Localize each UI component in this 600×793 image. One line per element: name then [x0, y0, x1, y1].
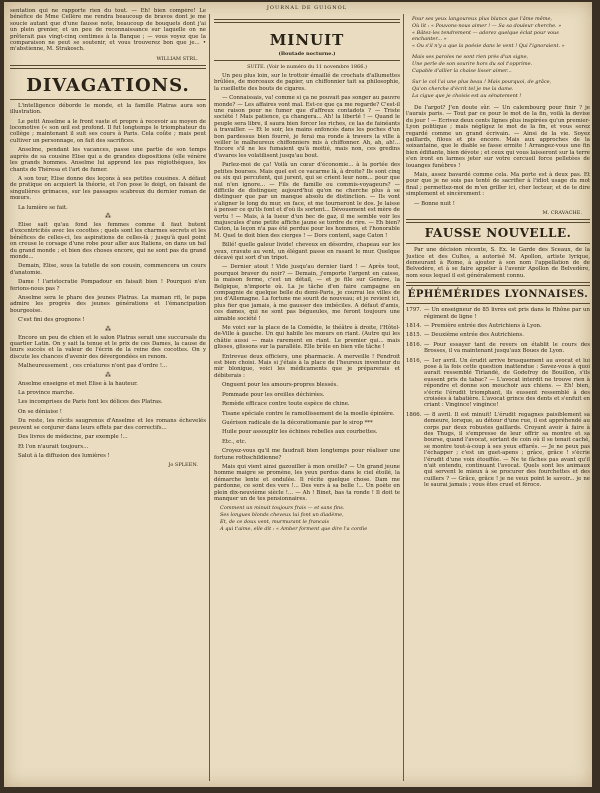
- column-2: [214, 16, 400, 533]
- paragraph: Encore un peu de chien et le salon Platras serait une succursale du quartier Latin. On y sait la tenue et le prix de ces Dames, la cause de leurs succès et la valeur de l'écrin de la reine des cocottes. On y discute les chances d'avenir des dévergondées en renom.: [10, 334, 206, 360]
- paragraph: Du reste, les récits saugrenus d'Anselme et les romans échevelés peuvent se conjurer dans leurs effets par des correctifs...: [10, 418, 206, 431]
- poem-line: « Ou s'il n'y a que la poésie dans le vent ! Qui l'ignoraient. »: [412, 43, 565, 49]
- paragraph: Mais, assez bavardé comme cela. Ma porte est à deux pas. Et pour que je ne sois pas tenté de sacrifier à l'idiot usage du mot final ; permettez-moi de m'en griller ici, cher lecteur, et de te dire simplement et sincèrement :: [406, 172, 590, 198]
- paragraph: Anselme sera le phare des jeunes Platras. La maman rit, le papa admire les progrès des jeunes générations et l'émancipation bourgeoise.: [10, 295, 206, 314]
- ephemeris-year: 1816.: [406, 341, 422, 348]
- poem-line: Ses longues blonds cheveux lui font un diadème,: [220, 512, 344, 519]
- divider: [214, 60, 400, 61]
- newspaper-page: [4, 2, 592, 787]
- list-item: Remède efficace contre toute espèce de chine.: [222, 401, 350, 408]
- column-rule: [209, 14, 210, 781]
- paragraph: — Connaissais, va! comme si ça ne pouvait pas songer au pauvre monde? — Les affaires vont mal. Est-ce que ça me regarde? C'est-il une raison pour ne fumer que d'affreux contadots ? — Triste société ! Mais patience, ça changera... Ah! la liberté ! — Quand le peuple sera libre, il saura bien forcer les riches, ce las de fainéants à travailler. — Et le soir, les mains enfoncés dans les poches d'un bon pardessus bien fourré, je ferai ma ronde à travers la ville à veiller le malheureux chiffonniers mis à chiffonner. Ah, ah, ah!... Encore s'il ne les fumaient qu'à moitié, mais non, ces gredins d'avares les volatilisent jusqu'au bout.: [214, 95, 400, 159]
- paragraph: Les incomprises de Paris font les délices des Platras.: [18, 399, 163, 406]
- section-stars: ⁂: [105, 325, 111, 333]
- poem-line: Où lit : « Pouvons-nous aimer ! — Sa sa douleur cherche. »: [412, 23, 562, 29]
- ephemeris-text: — 1er avril. Un érudit arrive brusquement au avocat et lui pose à la fois cette question inattendue : Savez-vous à quoi aurait ressemblé Tiriandé, de Godefroy de Bouillon, s'ils eussent pris du tabac? — L'avocat interdit ne trouve rien à répondre et donne son mouchoir aux chiens. — Eh! bien, s'écrie l'érudit triomphant, ils eussent ressemblé à des croisées à tabatière. L'avocat grince des dents et s'enfuit en criant : Vingince! vingince!: [424, 357, 590, 409]
- poem-line: « Bâtez-les tendrement — adorez quelque éclat pour vous enchanter... »: [412, 30, 559, 42]
- ephemeris-entry: [406, 342, 590, 355]
- ephemeris-year: 1866.: [406, 411, 422, 418]
- paragraph: Anselme enseigne et met Elise à la hauteur.: [18, 380, 138, 387]
- section-stars: ⁂: [105, 371, 111, 379]
- paragraph: Me voici sur la place de la Comédie, le théâtre à droite, l'Hôtel-de-Ville à gauche. Un qui habile les mœurs en riant. (Autre qui les châtie aussi — mais rarement en riant. Le premier qui... mais glisses, glissons sur la parallèle. Elle brûle en bien vile tâche !: [214, 325, 400, 351]
- paragraph: Mais qui vient ainsi gazouiller à mon oreille? — Un grand jeune homme maigre se promène, les yeux perdus dans le ciel étoilé, la démarche lente et ondulée. Il récite quelque chose. Dam me pardonne, ce sont des vers !... Des vers à sa belle !... Un poète en plein dix-neuvième siècle !... — Ah ! Binet, bas ta ronde ! Il doit te manquer un de tes pensionnaires.: [214, 463, 400, 502]
- poem-line: Sur le col l'ai une plus beau ! Mais pourquoi, de grâce,: [412, 79, 552, 85]
- ephemeris-entry: [406, 323, 590, 329]
- poem-line: A qui t'aime, elle dit : « Amber forment que dire l'a cordie: [220, 526, 368, 533]
- paragraph: Demain, Elise, sous la tutelle de son cousin, commencera un cours d'anatomie.: [10, 263, 206, 276]
- divider: [406, 219, 590, 223]
- ephemeris-text: — Première entrée des Autrichiens à Lyon.: [424, 322, 542, 329]
- ephemeris-entry: [406, 412, 590, 489]
- paragraph: Et l'on n'aurait toujours...: [18, 443, 89, 450]
- list-item: Guérison radicale de la décoratiomanie par le sirop ***: [222, 419, 373, 426]
- continuation-note: SUITE. (Voir le numéro du 11 novembre 1866.): [247, 64, 367, 70]
- divider: [10, 99, 206, 100]
- column-1: [10, 8, 206, 471]
- ephemeris-entry: [406, 358, 590, 409]
- ephemeris-year: 1797.: [406, 307, 422, 314]
- divider: [406, 303, 590, 304]
- signature: M. CRAVACHE.: [542, 210, 582, 217]
- divider: [214, 19, 400, 23]
- ephemeris-year: 1815.: [406, 332, 422, 339]
- ephemeris-text: — Deuxième entrée des Autrichiens.: [424, 332, 524, 339]
- ephemeris-year: 1814.: [406, 322, 422, 329]
- ephemeris-text: — Pour essayer tant de revers on établit le cours des Brosses, il va maintenant jusqu'aux Boues de Lyon.: [424, 341, 590, 355]
- paragraph: Des livres de médecine, par exemple !...: [18, 434, 128, 441]
- article-title: MINUIT: [269, 31, 345, 49]
- poem-line: Une perle de son sourire hors du sol t'opprime.: [412, 61, 533, 67]
- paragraph: La province marche.: [18, 390, 75, 397]
- paragraph: Billé! quelle galeur livide! cheveux en désordre, chapeau sur les yeux, cravate au vent, un élégant passe en rasant le mur. Quelque décavé qui sort d'un tripot.: [214, 242, 400, 261]
- section-title: ÉPHÉMÉRIDES LYONNAISES.: [407, 289, 589, 301]
- paragraph: — Dernier atout ! Vide jusqu'au dernier liard ! — Après tout, pourquoi braver du noir? — Demain, j'emporte l'argent en caisse, la maison ferme, c'est un détail, — et je file sur Genève, la Belgique, n'importe où. La je tâche d'en faire campagne en compagnie de quelque belle du demi-Paris, je courrai les villes de jeu d'Allemagne. La fortune me sourit de nouveau; et je revient ici, plus fier que jamais, à me gausser des imbéciles. A défaut d'amis, ces dames, qui ne sont pas bégueules, me feront toujours une aimable société !: [214, 264, 400, 322]
- ephemeris-text: — Un enseigneur de 85 livres est pris dans le Rhône par un régiment de ligne !: [424, 307, 590, 320]
- paragraph: Croyez-vous qu'il me faudrait bien longtemps pour réaliser une fortune rothschildienne?: [214, 448, 400, 461]
- ephemeris-year: 1816,: [406, 357, 422, 364]
- paragraph: Entrevue deux officiers, une pharmacie. A merveille ! Fendroit est bien choisi. Mais si j'étais à la place de l'heureux inventeur du mir blonigue, voici les médicaments que je préparerais et débiterais :: [214, 353, 400, 379]
- list-item: Huile pour assouplir les échines rebelles aux courbettes.: [222, 429, 378, 436]
- paragraph: sentation qui ne rapporte rien du tout. — Eh! bien compère! Le bénéfice de Mme Cellère me rendra beaucoup de bravos dont je me soucie autant que d'une fausse note, beaucoup de bouquets dont j'ai un plein grenier, et un peu de reconnaissance sur laquelle on ne prêterait pas vingt-cinq centimes à la Banque ; — vous voyez que la comparaison ne peut se soutenir, et vous trouverez bon que je... • m'abstienne, M. Strakosch.: [10, 8, 206, 53]
- poem-line: Qu'on cherche d'écrit tel je me la dame.: [412, 86, 514, 92]
- paragraph: Salut à la diffusion des lumières !: [18, 452, 110, 459]
- poem-line: Comment un minuit toujours frais — et sans fins.: [220, 505, 345, 512]
- column-rule: [403, 14, 404, 781]
- list-item: Tisane spéciale contre le ramollissement de la moelle épinière.: [222, 410, 395, 417]
- paragraph: Elise sait qu'au fond les femmes comme il faut butent d'excentricités avec les cocottes ; quels sont les charmes secrets et les bénéfices de celles-ci, les aspirations de celles-là ; jusqu'à quel point on creuse le corsage d'une robe pour aller aux Italiens, on dans un bal du grand monde ; et bien des choses encore, qui ne sont pas du grand monde...: [10, 221, 206, 260]
- paragraph: Anselme, pendant les vacances, passe une partie de son temps auprès de sa cousine Elise qui a de grandes dispositions (elle vénère les grands hommes. Anselme lui apprend les pas régiothéques, les chants de Théresa et l'art de fumer.: [10, 147, 206, 173]
- paragraph: Dame ! l'aristocratie Pompadour en faisait bien ! Pourquoi n'en ferions-nous pas ?: [10, 279, 206, 292]
- ephemeris-entry: [406, 332, 590, 338]
- poem-line: Pour ses yeux langoureux plus blancs que l'âme même,: [412, 16, 553, 22]
- poem-line: Mais ses paroles ne sont rien près d'un signe,: [412, 54, 529, 60]
- paragraph: Parlez-moi de ça! Voilà un cœur d'économie... à la portée des petites bourses. Mais quel est ce vacarme là, à droite? Ils sont cinq ou six qui percutent, qui jurent, qui se crient leur nom... pour que nul n'en ignore... — Fils de famille ou commis-voyageurs? — difficile de distinguer, aujourd'hui qu'on ne cherche plus à se distinguer que par un manque absolu de distinction. — Ils vont s'aligner le long du mur, en face, et me tourneront le dos. Je laisse à penser ce qu'ils font et d'où ils sortent... Dévouement est mère de vertu ! — Mais, à la lueur d'un bec de gaz, il me semble voir les majuscules d'une petite affiche jaune se tordre de rire. — Eh bien? Caton, la leçon n'a pas été perdue pour les hommes, et l'honorable M. Quel te doit bien des cierges ! — Dors content, sage Caton !: [214, 162, 400, 239]
- divider: [10, 65, 206, 69]
- divider: [406, 243, 590, 244]
- signature: WILLIAM STRL.: [156, 55, 198, 62]
- paragraph: De l'argot? J'en doute sûr. — Un calembourg pour finir ? je l'aurais paris. — Tout par ce pour le mot de la fin, voilà la devise du jour ! — Ecrivez deux cents lignes plus inspirées qu'un premier-Lyon politique ; mais négligez le mot de la fin, et vous serez regardé comme un grand écrivain. — Ainsi de la vie. Soyez gaillards, filous et pis encore. Mais aux approches de la soixantaine, que le diable se fasse ermite ! Arrangez-vous une fin bien édifiante, bien dévote ; et ceux qui vous laisseront sur la terre s'en iront en larmes jeter sur votre cercueil force pelletées de louanges funèbres !: [406, 105, 590, 169]
- ephemeris-entry: [406, 307, 590, 320]
- list-item: Pommade pour les oreilles déchirées.: [222, 391, 325, 398]
- paragraph: Par une décision récente, S. Ex. le Garde des Sceaux, de la Justice et des Cultes, a autorisé M. Apollon, artiste lyrique, demeurant à Rome, à ajouter à son nom l'appellation de de Belvedère, et à se faire appeler à l'avenir Apollon de Belvedère, nom sous lequel il est généralement connu.: [406, 247, 590, 279]
- running-header: JOURNAL DE GUIGNOL: [266, 5, 348, 11]
- article-subtitle: (Boutade nocturne.): [278, 51, 336, 57]
- paragraph: Le petit Anselme a le front vaste et propre à recevoir au moyen de locomotive (« son œil est profond. Il fut longtemps le triomphateur du collège ; maintenant il suit ses cours à Paris. Cela coûte ; mais peut cultiver un personnage, on fait des sacrifices.: [10, 118, 206, 144]
- paragraph: Un peu plus loin, sur le trottoir émaillé de crochats d'allumettes brûlées, de morceaux de papier, un chiffonnier tait sa philosophie, la cueillette des bouts de cigares.: [214, 73, 400, 92]
- ephemeris-text: — 8 avril. Il est minuit! L'érudit regagnes paisiblement sa demeure, lorsque, au détour d'une rue, il est appréhendé au corps par deux robustes gaillards. Croyant avoir à faire à des Thugs, il s'empresse de leur offrir sa montre et sa bourse, quand l'avocat, sortant de coin où il se tenait caché, se montre tout-à-coup à ses yeux effarés. — Je ne peux pas l'échapper ; c'est un guet-apens ; grâce, grâce ! s'écrie l'érudit d'une voix étouffée. — Ne te fâches pas avant qu'il n'ait entendu, continuant l'avocat. Quels sont les animaux qui servent le mieux à se procurer des fourchettes et des cuillers ? — Grâce, grâce ! je ne veux point le savoir... je ne le saurai jamais ; vous êtes cruel et féroce.: [424, 411, 590, 489]
- paragraph: A son tour, Elise donne des leçons à ses petites cousines. A défaut de pratique on acquiert la théorie, et l'on pose le doigt, on faisant de singulières grimaces, sur les passages scabreux du dernier roman de mœurs.: [10, 175, 206, 202]
- column-3: [406, 16, 590, 492]
- poem-line: La cigue que je choisis est au sénatement !: [412, 93, 522, 99]
- poem-line: Et, de ce doux vent, murmurant le francais: [220, 519, 330, 526]
- poem-line: Capable d'allier la chaise lisser aimer...: [412, 68, 512, 74]
- paragraph: — Bonne nuit !: [414, 200, 455, 207]
- ephemerides-list: [406, 307, 590, 489]
- signature: Jo SPLEEN.: [168, 462, 198, 469]
- divider: [406, 282, 590, 286]
- section-stars: ⁂: [105, 212, 111, 220]
- article-title: DIVAGATIONS.: [26, 74, 190, 96]
- paragraph: L'intelligence déborde le monde, et la famille Platras aura son illustration.: [10, 102, 206, 116]
- list-item: Etc., etc.: [222, 438, 247, 445]
- paragraph: C'est fini des grognons !: [18, 317, 85, 324]
- paragraph: Malheureusement , ces créatures n'ont pas d'ordre !...: [18, 363, 168, 370]
- list-item: Onguent pour les amours-propres blessés.: [222, 382, 338, 389]
- paragraph: On se déniaise !: [18, 408, 62, 415]
- paragraph: La lumière se fait.: [18, 204, 68, 211]
- section-title: FAUSSE NOUVELLE.: [424, 226, 572, 241]
